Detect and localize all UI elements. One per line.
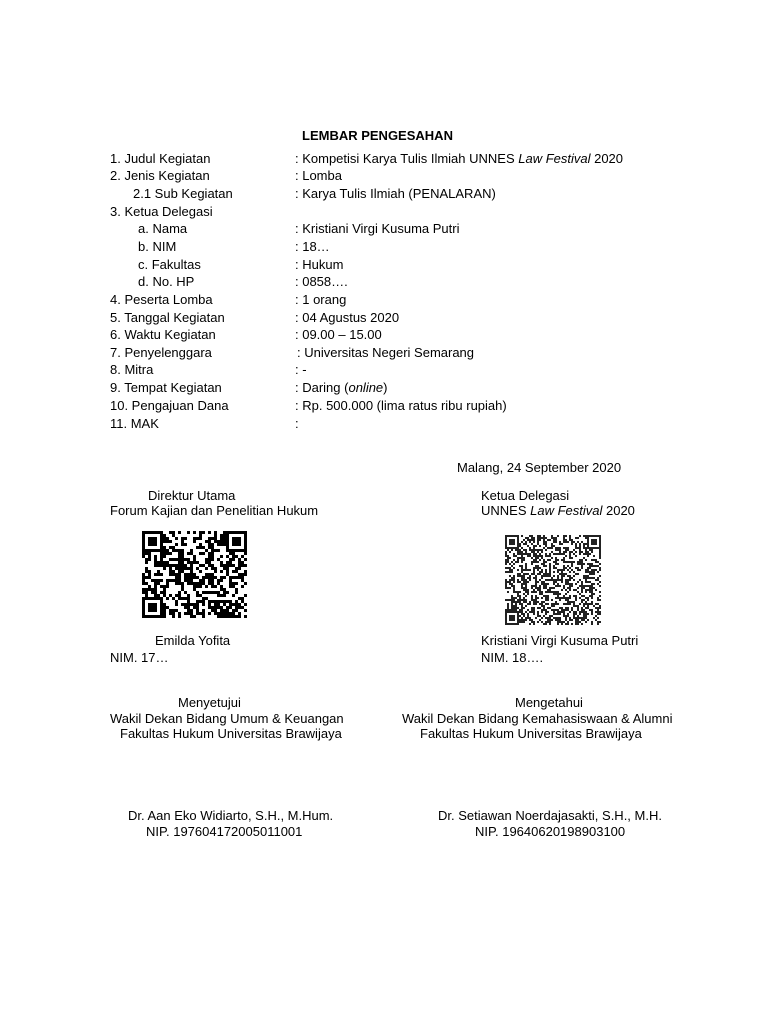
- row-value-fakultas: : Hukum: [295, 257, 344, 272]
- row-label-judul: 1. Judul Kegiatan: [110, 151, 211, 166]
- left-qr-code: [142, 531, 247, 620]
- left-sig-org: Forum Kajian dan Penelitian Hukum: [110, 503, 319, 518]
- row-label-ketua: 3. Ketua Delegasi: [110, 204, 213, 219]
- row-label-mitra: 8. Mitra: [110, 362, 154, 377]
- row-value-hp: : 0858….: [295, 274, 348, 289]
- row-value-penyelenggara: : Universitas Negeri Semarang: [297, 345, 475, 360]
- row-value-tempat: [295, 380, 388, 395]
- row-label-peserta: 4. Peserta Lomba: [110, 292, 213, 307]
- row-label-waktu: 6. Waktu Kegiatan: [110, 327, 216, 342]
- row-value-judul-italic: Law Festival: [518, 151, 591, 166]
- row-value-tempat-text: : Daring (: [295, 380, 349, 395]
- row-label-hp: d. No. HP: [138, 274, 195, 289]
- approve-left-id: NIP. 197604172005011001: [146, 824, 303, 839]
- approve-left-heading: Menyetujui: [178, 695, 241, 710]
- row-value-judul: [295, 151, 623, 166]
- approve-right-name: Dr. Setiawan Noerdajasakti, S.H., M.H.: [438, 808, 662, 823]
- row-value-tempat-close: ): [383, 380, 388, 395]
- row-label-sub: 2.1 Sub Kegiatan: [133, 186, 233, 201]
- row-value-jenis: : Lomba: [295, 168, 342, 183]
- document-title: LEMBAR PENGESAHAN: [302, 128, 453, 143]
- right-qr-code: [505, 535, 601, 625]
- row-label-nim: b. NIM: [138, 239, 177, 254]
- row-value-tanggal: : 04 Agustus 2020: [295, 310, 400, 325]
- right-sig-role: Ketua Delegasi: [481, 488, 570, 503]
- row-label-mak: 11. MAK: [110, 416, 159, 431]
- left-sig-id: NIM. 17…: [110, 650, 169, 665]
- row-label-tempat: 9. Tempat Kegiatan: [110, 380, 222, 395]
- row-value-waktu: : 09.00 – 15.00: [295, 327, 382, 342]
- right-sig-org-year: 2020: [602, 503, 635, 518]
- row-label-fakultas: c. Fakultas: [138, 257, 201, 272]
- approve-left-name: Dr. Aan Eko Widiarto, S.H., M.Hum.: [128, 808, 334, 823]
- right-sig-name: Kristiani Virgi Kusuma Putri: [481, 633, 639, 648]
- approve-right-heading: Mengetahui: [515, 695, 583, 710]
- row-label-dana: 10. Pengajuan Dana: [110, 398, 229, 413]
- row-label-tanggal: 5. Tanggal Kegiatan: [110, 310, 225, 325]
- row-value-nama: : Kristiani Virgi Kusuma Putri: [295, 221, 460, 236]
- left-sig-name: Emilda Yofita: [155, 633, 231, 648]
- place-date: Malang, 24 September 2020: [457, 460, 622, 475]
- left-sig-role: Direktur Utama: [148, 488, 236, 503]
- row-label-nama: a. Nama: [138, 221, 188, 236]
- row-value-sub: : Karya Tulis Ilmiah (PENALARAN): [295, 186, 496, 201]
- row-value-dana: : Rp. 500.000 (lima ratus ribu rupiah): [295, 398, 507, 413]
- row-label-jenis: 2. Jenis Kegiatan: [110, 168, 210, 183]
- approve-right-line2: Fakultas Hukum Universitas Brawijaya: [420, 726, 642, 741]
- right-sig-org-italic: Law Festival: [530, 503, 603, 518]
- approve-left-line1: Wakil Dekan Bidang Umum & Keuangan: [110, 711, 344, 726]
- approve-right-id: NIP. 19640620198903100: [475, 824, 626, 839]
- row-value-peserta: : 1 orang: [295, 292, 347, 307]
- right-sig-org-text: UNNES: [481, 503, 531, 518]
- approve-left-line2: Fakultas Hukum Universitas Brawijaya: [120, 726, 342, 741]
- right-sig-id: NIM. 18….: [481, 650, 544, 665]
- approve-right-line1: Wakil Dekan Bidang Kemahasiswaan & Alumni: [402, 711, 673, 726]
- row-value-judul-text: : Kompetisi Karya Tulis Ilmiah UNNES: [295, 151, 519, 166]
- row-value-mak: :: [295, 416, 299, 431]
- row-value-mitra: : -: [295, 362, 307, 377]
- right-sig-org: [481, 503, 635, 518]
- row-value-nim: : 18…: [295, 239, 330, 254]
- row-value-tempat-italic: online: [348, 380, 384, 395]
- row-value-judul-year: 2020: [590, 151, 624, 166]
- row-label-penyelenggara: 7. Penyelenggara: [110, 345, 212, 360]
